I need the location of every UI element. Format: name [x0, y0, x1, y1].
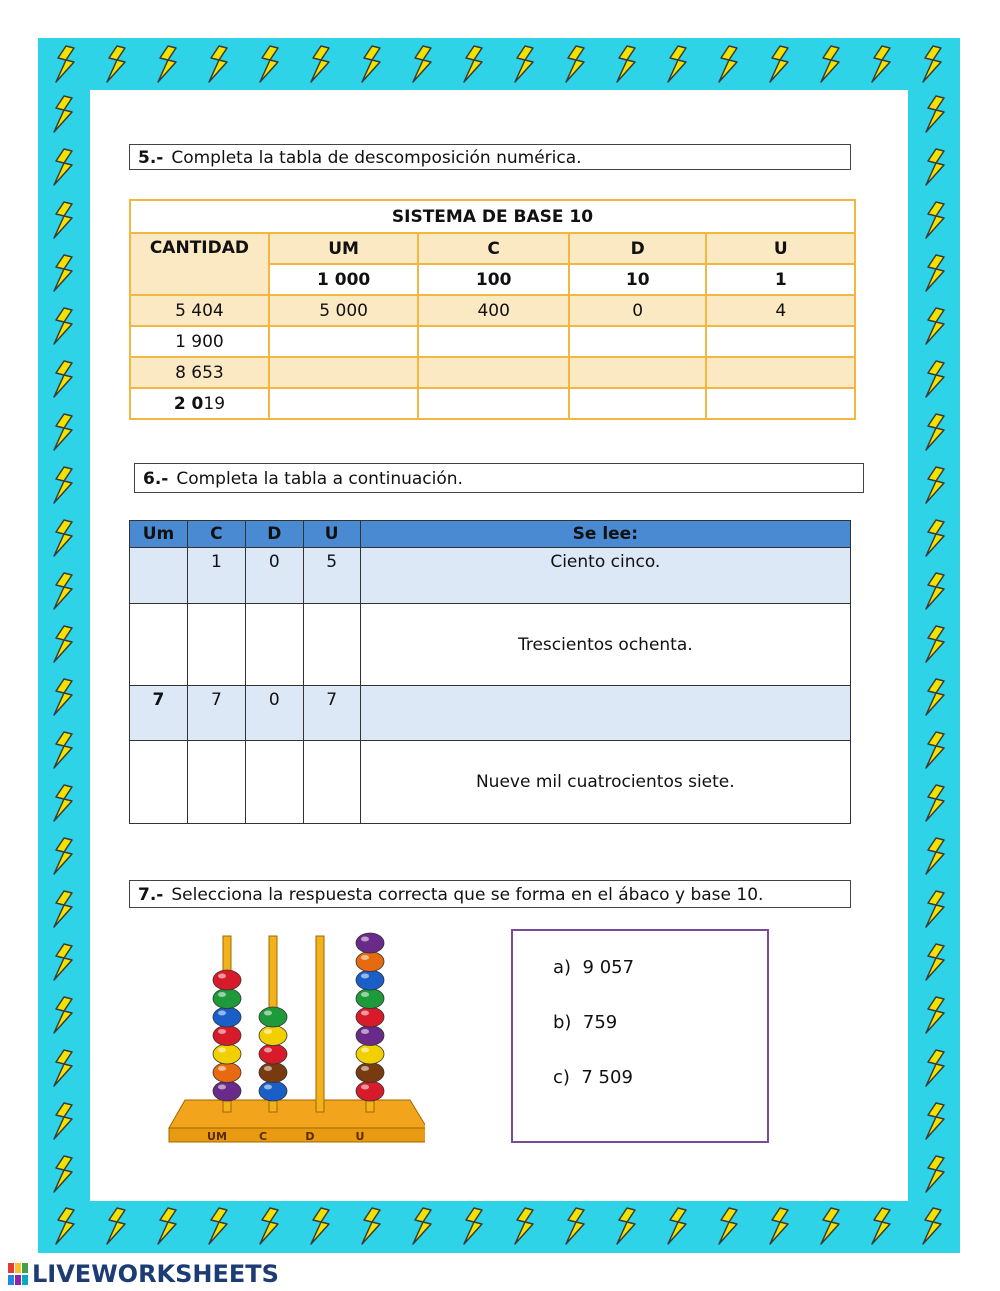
lightning-bolt-icon: [48, 677, 78, 717]
lightning-bolt-icon: [48, 995, 78, 1035]
lightning-bolt-icon: [560, 44, 590, 84]
lightning-bolt-icon: [48, 1101, 78, 1141]
bead-highlight: [218, 1048, 226, 1053]
lightning-bolt-icon: [407, 44, 437, 84]
bead-highlight: [264, 1011, 272, 1016]
d-cell[interactable]: 0: [569, 295, 707, 326]
answer-options: [511, 929, 769, 1143]
abacus-label: C: [258, 1130, 268, 1143]
lightning-bolt-icon: [152, 1206, 182, 1246]
abacus-bead: [213, 1063, 241, 1083]
table-row: [130, 357, 855, 388]
abacus-bead: [259, 1063, 287, 1083]
liveworksheets-logo: [8, 1259, 279, 1289]
lightning-bolt-icon: [920, 730, 950, 770]
lightning-bolt-icon: [560, 1206, 590, 1246]
header-u: U: [706, 233, 855, 264]
abacus-image: [165, 928, 425, 1148]
option-b[interactable]: [553, 1012, 617, 1033]
lightning-bolt-icon: [920, 889, 950, 929]
abacus-label: UM: [207, 1130, 227, 1143]
lightning-bolt-icon: [920, 1101, 950, 1141]
u-answer-field[interactable]: [303, 741, 360, 824]
lightning-bolt-icon: [920, 571, 950, 611]
option-c[interactable]: [553, 1067, 633, 1088]
bead-highlight: [264, 1029, 272, 1034]
c-cell[interactable]: 400: [418, 295, 569, 326]
lightning-bolt-icon: [48, 783, 78, 823]
section7-number: 7.-: [138, 885, 164, 905]
lightning-bolt-icon: [48, 306, 78, 346]
bead-highlight: [361, 1085, 369, 1090]
d-answer-field[interactable]: [569, 388, 707, 419]
lightning-bolt-icon: [713, 1206, 743, 1246]
c-answer-field[interactable]: [187, 741, 245, 824]
lightning-bolt-icon: [866, 44, 896, 84]
lightning-bolt-icon: [920, 624, 950, 664]
um-cell[interactable]: 5 000: [269, 295, 419, 326]
bead-highlight: [264, 1048, 272, 1053]
lightning-bolt-icon: [920, 995, 950, 1035]
u-cell: 5: [303, 548, 360, 604]
lightning-bolt-icon: [458, 44, 488, 84]
um-answer-field[interactable]: [130, 604, 188, 686]
option-b-value: 759: [582, 1012, 618, 1033]
abacus-bead: [356, 989, 384, 1009]
place-value-d: 10: [569, 264, 707, 295]
table-row: [130, 388, 855, 419]
lightning-bolt-icon: [764, 44, 794, 84]
d-answer-field[interactable]: [245, 604, 303, 686]
lightning-bolt-icon: [917, 1206, 947, 1246]
c-answer-field[interactable]: [418, 357, 569, 388]
header-c: C: [187, 521, 245, 548]
lightning-bolt-icon: [203, 44, 233, 84]
abacus-bead: [259, 1044, 287, 1064]
lightning-bolt-icon: [356, 44, 386, 84]
lightning-bolt-icon: [48, 200, 78, 240]
lightning-bolt-icon: [48, 253, 78, 293]
option-a[interactable]: [553, 957, 634, 978]
lightning-bolt-icon: [48, 359, 78, 399]
bead-highlight: [361, 1066, 369, 1071]
lightning-bolt-icon: [101, 1206, 131, 1246]
lightning-bolt-icon: [920, 836, 950, 876]
lightning-bolt-icon: [48, 730, 78, 770]
place-value-u: 1: [706, 264, 855, 295]
bead-highlight: [218, 1011, 226, 1016]
header-se-lee: Se lee:: [360, 521, 850, 548]
lightning-bolt-icon: [920, 942, 950, 982]
lightning-bolt-icon: [458, 1206, 488, 1246]
d-answer-field[interactable]: [569, 326, 707, 357]
abacus-bead: [259, 1026, 287, 1046]
um-answer-field[interactable]: [269, 388, 419, 419]
d-cell: 0: [245, 686, 303, 741]
bead-highlight: [361, 1011, 369, 1016]
place-value-um: 1 000: [269, 264, 419, 295]
lightning-bolt-icon: [611, 44, 641, 84]
lightning-bolt-icon: [48, 889, 78, 929]
lightning-bolt-icon: [50, 1206, 80, 1246]
lightning-bolt-icon: [254, 44, 284, 84]
abacus-rod: [316, 936, 324, 1112]
lightning-bolt-icon: [48, 518, 78, 558]
section7-text: Selecciona la respuesta correcta que se forma en el ábaco y base 10.: [171, 885, 764, 905]
lightning-bolt-icon: [920, 783, 950, 823]
section6-prompt: [134, 463, 864, 493]
table-row: [130, 604, 851, 686]
base10-table: [129, 199, 856, 420]
cantidad-cell: 1 900: [130, 326, 269, 357]
d-answer-field[interactable]: [245, 741, 303, 824]
bead-highlight: [361, 937, 369, 942]
lightning-bolt-icon: [815, 1206, 845, 1246]
lightning-bolt-icon: [48, 942, 78, 982]
lightning-bolt-icon: [920, 1154, 950, 1194]
option-a-value: 9 057: [582, 957, 635, 978]
table-row: [130, 326, 855, 357]
abacus-bead: [259, 1081, 287, 1101]
d-answer-field[interactable]: [569, 357, 707, 388]
lightning-bolt-icon: [920, 94, 950, 134]
abacus-bead: [213, 1007, 241, 1027]
u-cell: 7: [303, 686, 360, 741]
lightning-bolt-icon: [50, 44, 80, 84]
bead-highlight: [218, 1066, 226, 1071]
abacus-bead: [356, 1007, 384, 1027]
abacus-label: D: [305, 1130, 315, 1143]
lightning-bolt-icon: [48, 465, 78, 505]
lightning-bolt-icon: [866, 1206, 896, 1246]
place-value-c: 100: [418, 264, 569, 295]
section5-text: Completa la tabla de descomposición numérica.: [171, 148, 582, 168]
c-cell: 1: [187, 548, 245, 604]
option-b-letter: b): [553, 1012, 572, 1033]
cantidad-cell: 8 653: [130, 357, 269, 388]
abacus-bead: [356, 970, 384, 990]
bead-highlight: [361, 955, 369, 960]
table-row: [130, 741, 851, 824]
abacus-bead: [213, 1044, 241, 1064]
lightning-bolt-icon: [509, 1206, 539, 1246]
lightning-bolt-icon: [815, 44, 845, 84]
lightning-bolt-icon: [920, 1048, 950, 1088]
header-d: D: [245, 521, 303, 548]
c-answer-field[interactable]: [187, 604, 245, 686]
um-cell: 7: [130, 686, 188, 741]
lightning-bolt-icon: [203, 1206, 233, 1246]
abacus-bead: [213, 1026, 241, 1046]
lightning-bolt-icon: [509, 44, 539, 84]
lightning-bolt-icon: [920, 518, 950, 558]
abacus-base-top: [169, 1100, 425, 1128]
lightning-bolt-icon: [920, 253, 950, 293]
lightning-bolt-icon: [48, 412, 78, 452]
lightning-bolt-icon: [305, 44, 335, 84]
bead-highlight: [361, 1029, 369, 1034]
abacus-bead: [356, 952, 384, 972]
c-answer-field[interactable]: [418, 326, 569, 357]
bead-highlight: [218, 974, 226, 979]
lightning-bolt-icon: [356, 1206, 386, 1246]
bead-highlight: [264, 1085, 272, 1090]
lightning-bolt-icon: [713, 44, 743, 84]
bead-highlight: [218, 1085, 226, 1090]
abacus-bead: [213, 1081, 241, 1101]
lightning-bolt-icon: [920, 359, 950, 399]
abacus-bead: [356, 1063, 384, 1083]
cantidad-cell: [130, 388, 269, 419]
section6-number: 6.-: [143, 469, 169, 489]
u-answer-field[interactable]: [303, 604, 360, 686]
lightning-bolt-icon: [254, 1206, 284, 1246]
abacus-bead: [356, 1081, 384, 1101]
option-c-value: 7 509: [581, 1067, 633, 1088]
cantidad-rest-part: 19: [203, 393, 226, 414]
cantidad-bold-part: 2 0: [173, 393, 204, 414]
lightning-bolt-icon: [611, 1206, 641, 1246]
table-row: [130, 686, 851, 741]
bead-highlight: [218, 992, 226, 997]
lightning-bolt-icon: [48, 147, 78, 187]
bead-highlight: [361, 992, 369, 997]
bead-highlight: [264, 1066, 272, 1071]
lightning-bolt-icon: [662, 44, 692, 84]
section5-number: 5.-: [138, 148, 164, 168]
bead-highlight: [361, 1048, 369, 1053]
header-cantidad: CANTIDAD: [130, 233, 269, 295]
lightning-bolt-icon: [920, 465, 950, 505]
lightning-bolt-icon: [920, 200, 950, 240]
um-answer-field[interactable]: [269, 357, 419, 388]
logo-icon: [8, 1263, 28, 1285]
lightning-bolt-icon: [920, 677, 950, 717]
c-cell: 7: [187, 686, 245, 741]
c-answer-field[interactable]: [418, 388, 569, 419]
cantidad-cell: 5 404: [130, 295, 269, 326]
section5-prompt: [129, 144, 851, 170]
header-u: U: [303, 521, 360, 548]
section6-text: Completa la tabla a continuación.: [176, 469, 463, 489]
header-d: D: [569, 233, 707, 264]
lightning-bolt-icon: [662, 1206, 692, 1246]
option-a-letter: a): [553, 957, 572, 978]
u-answer-field[interactable]: [706, 357, 855, 388]
abacus-bead: [356, 1044, 384, 1064]
d-cell: 0: [245, 548, 303, 604]
abacus-bead: [259, 1007, 287, 1027]
lightning-bolt-icon: [101, 44, 131, 84]
abacus-bead: [356, 1026, 384, 1046]
table-row: [130, 295, 855, 326]
table-row: [130, 548, 851, 604]
um-answer-field[interactable]: [269, 326, 419, 357]
base10-table-title: SISTEMA DE BASE 10: [130, 200, 855, 233]
lightning-bolt-icon: [48, 1154, 78, 1194]
section7-prompt: [129, 880, 851, 908]
u-answer-field[interactable]: [706, 388, 855, 419]
reading-answer-field[interactable]: [360, 686, 850, 741]
lightning-bolt-icon: [48, 1048, 78, 1088]
bead-highlight: [218, 1029, 226, 1034]
lightning-bolt-icon: [48, 571, 78, 611]
lightning-bolt-icon: [48, 836, 78, 876]
abacus-bead: [356, 933, 384, 953]
header-c: C: [418, 233, 569, 264]
reading-cell: Trescientos ochenta.: [360, 604, 850, 686]
lightning-bolt-icon: [920, 147, 950, 187]
reading-table: [129, 520, 851, 824]
um-answer-field[interactable]: [130, 548, 188, 604]
u-cell[interactable]: 4: [706, 295, 855, 326]
lightning-bolt-icon: [305, 1206, 335, 1246]
abacus-bead: [213, 989, 241, 1009]
header-um: Um: [130, 521, 188, 548]
lightning-bolt-icon: [917, 44, 947, 84]
lightning-bolt-icon: [407, 1206, 437, 1246]
option-c-letter: c): [553, 1067, 570, 1088]
header-um: UM: [269, 233, 419, 264]
abacus-bead: [213, 970, 241, 990]
abacus-label: U: [355, 1130, 365, 1143]
lightning-bolt-icon: [920, 412, 950, 452]
u-answer-field[interactable]: [706, 326, 855, 357]
lightning-bolt-icon: [152, 44, 182, 84]
reading-cell: Nueve mil cuatrocientos siete.: [360, 741, 850, 824]
bead-highlight: [361, 974, 369, 979]
lightning-bolt-icon: [764, 1206, 794, 1246]
um-answer-field[interactable]: [130, 741, 188, 824]
lightning-bolt-icon: [48, 94, 78, 134]
logo-text: LIVEWORKSHEETS: [32, 1260, 279, 1288]
reading-cell: Ciento cinco.: [360, 548, 850, 604]
lightning-bolt-icon: [920, 306, 950, 346]
lightning-bolt-icon: [48, 624, 78, 664]
